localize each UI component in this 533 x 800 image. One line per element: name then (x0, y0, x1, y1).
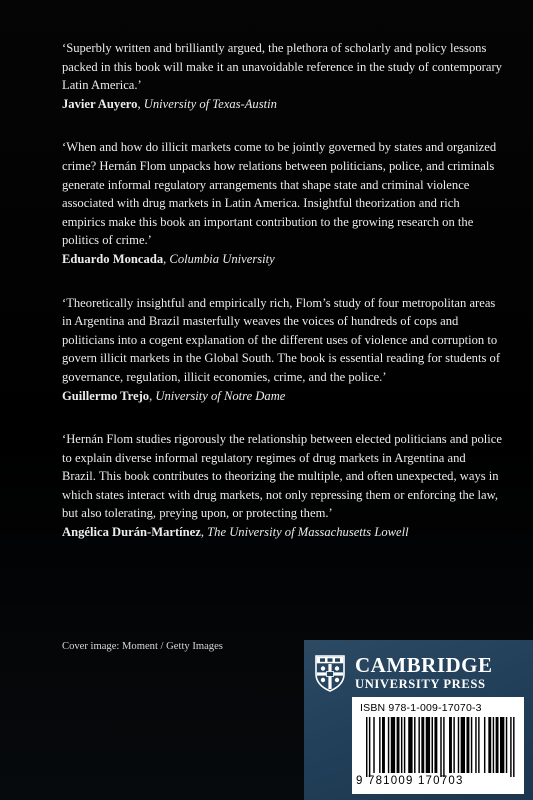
barcode-bar (488, 717, 491, 773)
barcode-bar (496, 717, 499, 773)
barcode-bar (510, 717, 511, 777)
barcode-bar (366, 717, 367, 777)
endorsement-quote: ‘Hernán Flom studies rigorously the relationship between elected politicians and police to explain diverse informal regulatory regimes of drug markets in Argentina and Brazil. This book contributes to theorizing the multiple, and often unexpected, ways in which states interact with drug markets, not only repressing them or enforcing the law, but also tolerating, preying upon, or protecting them.’ (62, 432, 502, 521)
endorsement-quote: ‘When and how do illicit markets come to be jointly governed by states and organized crime? Hernán Flom unpacks how relations between politicians, police, and criminals generate informal regulatory arrangements that shape state and criminal violence associated with drug markets in Latin America. Insightful theorization and rich empirics make this book an important contribution to the growing research on the politics of crime.’ (62, 140, 497, 248)
barcode-bar (414, 717, 415, 773)
endorsement-attribution: Angélica Durán-Martínez, The University of Massachusetts Lowell (62, 525, 409, 540)
endorser-affiliation: University of Notre Dame (155, 388, 286, 403)
barcode-bar (475, 717, 476, 773)
endorser-name: Eduardo Moncada (62, 251, 164, 266)
barcode-bar (461, 717, 465, 773)
publisher-wordmark (355, 654, 493, 692)
barcode-bar (408, 717, 412, 773)
publisher-panel (304, 640, 533, 800)
barcode-bar (373, 717, 374, 773)
barcode-bar (404, 717, 405, 773)
barcode-bar (391, 717, 395, 773)
barcode-bar (453, 717, 454, 773)
endorsement-3 (62, 294, 502, 406)
publisher-name-line1: CAMBRIDGE (355, 653, 493, 677)
barcode-bar (432, 717, 433, 773)
endorsement-4 (62, 430, 502, 542)
barcode-digits: 9 781009 170703 (356, 775, 464, 787)
endorsement-quote: ‘Theoretically insightful and empirically rich, Flom’s study of four metropolitan areas in Argentina and Brazil masterfully weaves the voices of hundreds of cops and politicians into a cogent explanation of the different uses of violence and corruption to govern illicit markets in the Global South. The book is essential reading for students of governance, regulation, illicit economies, crime, and the police.’ (62, 295, 501, 384)
publisher-logo (314, 654, 493, 692)
endorsement-2 (62, 138, 502, 268)
barcode-bar (500, 717, 504, 773)
barcode-bar (369, 717, 370, 777)
endorser-affiliation: University of Texas-Austin (143, 96, 277, 111)
barcode-bar (484, 717, 485, 773)
endorsement-1 (62, 39, 502, 113)
cambridge-crest-icon (314, 654, 346, 692)
barcode-bar (478, 717, 479, 773)
barcode-bar (440, 717, 441, 777)
isbn-barcode (352, 697, 524, 794)
barcode-bars (366, 717, 516, 777)
cover-image-credit: Cover image: Moment / Getty Images (62, 641, 223, 652)
barcode-bar (421, 717, 424, 773)
endorser-name: Guillermo Trejo (62, 388, 150, 403)
endorsement-attribution: Guillermo Trejo, University of Notre Dame (62, 388, 286, 403)
barcode-bar (418, 717, 419, 773)
barcode-bar (382, 717, 385, 773)
endorsements-list (62, 39, 502, 567)
barcode-bar (466, 717, 469, 773)
isbn-label: ISBN 978-1-009-17070-3 (360, 702, 482, 714)
endorsement-attribution: Javier Auyero, University of Texas-Austin (62, 96, 277, 111)
barcode-bar (506, 717, 507, 773)
endorser-name: Angélica Durán-Martínez (62, 525, 201, 540)
barcode-bar (397, 717, 400, 773)
barcode-bar (426, 717, 430, 773)
publisher-name-line2: UNIVERSITY PRESS (355, 677, 486, 691)
barcode-bar (458, 717, 459, 773)
endorsement-quote: ‘Superbly written and brilliantly argued, the plethora of scholarly and policy lessons packed in this book will make it an unavoidable reference in the study of contemporary Latin America.’ (62, 41, 502, 93)
endorsement-attribution: Eduardo Moncada, Columbia University (62, 251, 275, 266)
barcode-bar (513, 717, 514, 777)
endorser-affiliation: The University of Massachusetts Lowell (207, 525, 409, 540)
barcode-bar (401, 717, 402, 773)
barcode-bar (379, 717, 380, 773)
barcode-bar (443, 717, 444, 777)
barcode-bar (449, 717, 452, 773)
endorser-affiliation: Columbia University (169, 251, 275, 266)
barcode-bar (388, 717, 389, 773)
barcode-bar (493, 717, 494, 773)
barcode-bar (471, 717, 472, 773)
barcode-bar (434, 717, 437, 773)
endorser-name: Javier Auyero (62, 96, 138, 111)
